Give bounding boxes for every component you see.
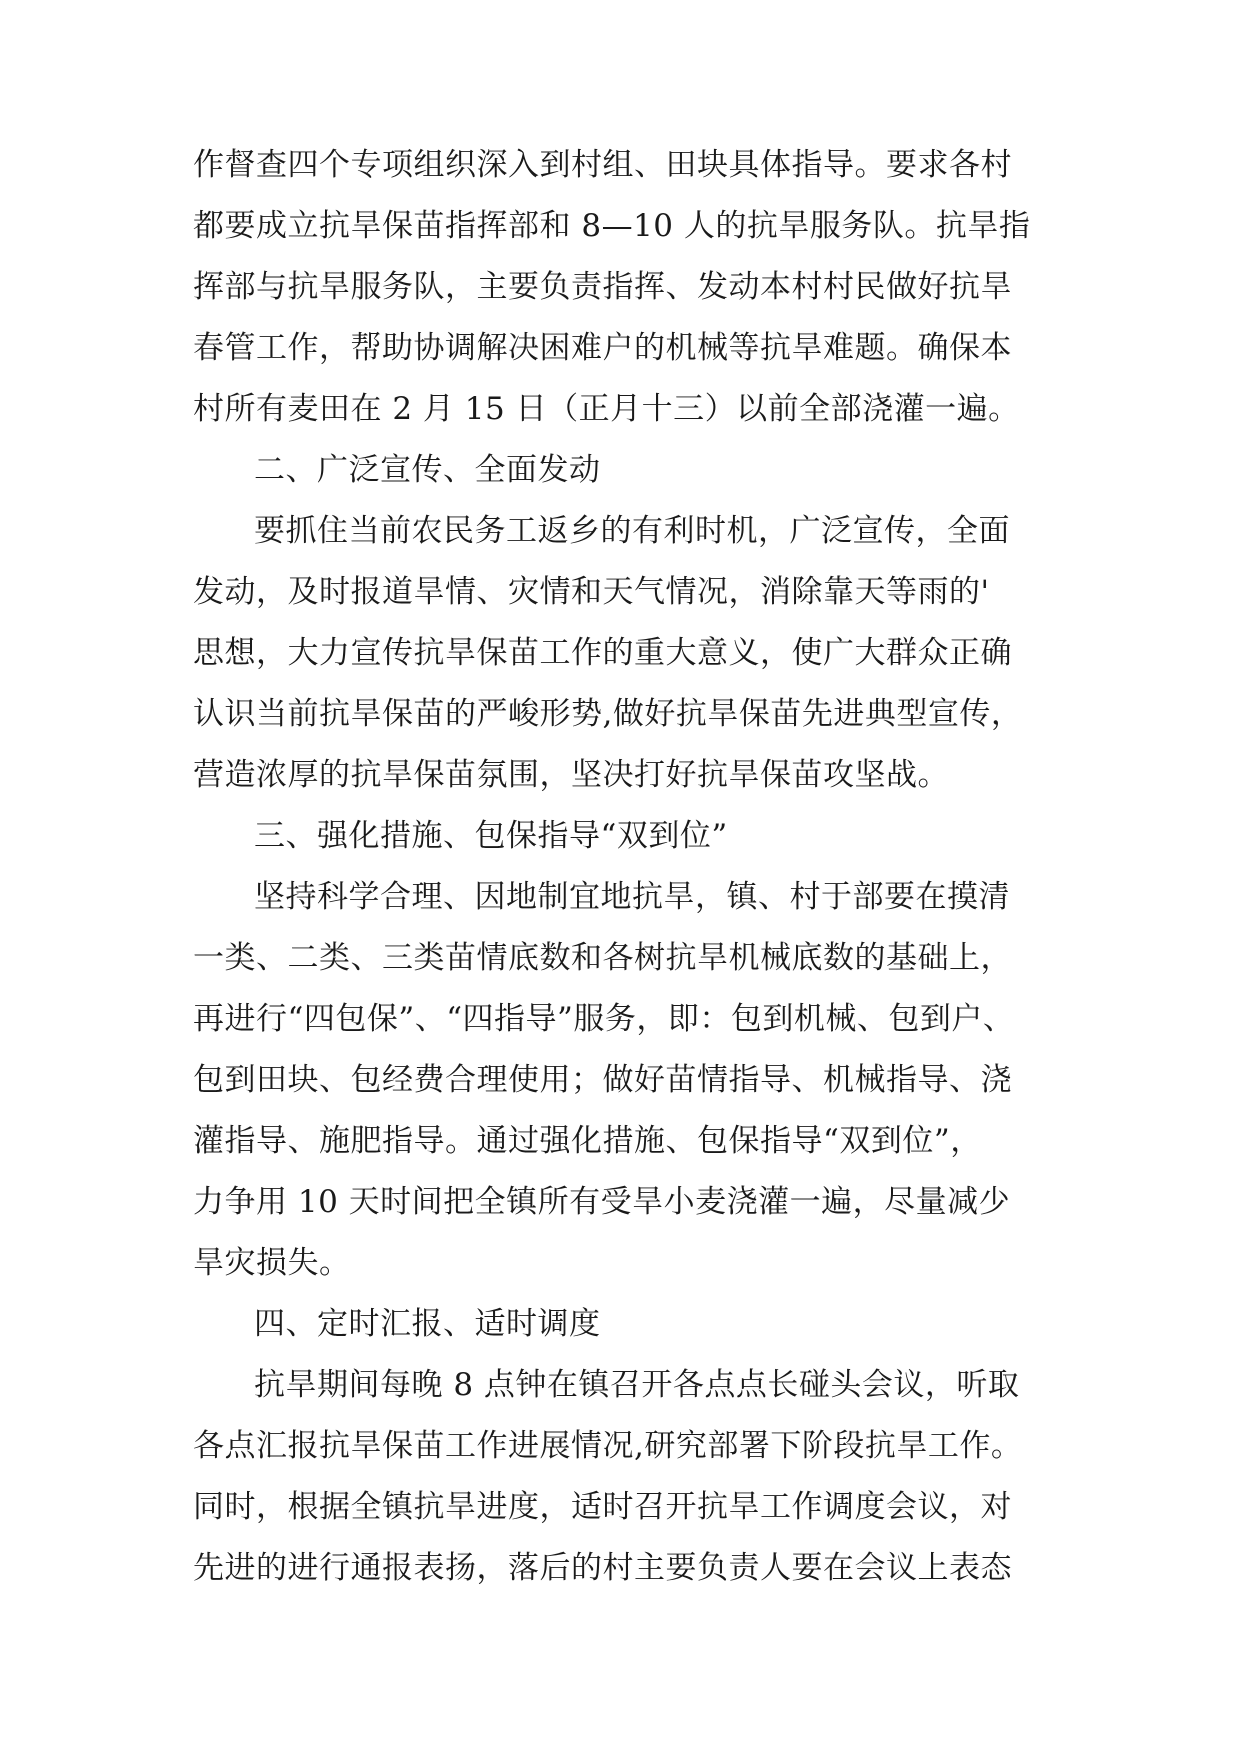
body-text-line: 力争用 10 天时间把全镇所有受旱小麦浇灌一遍，尽量减少 [193,1184,1011,1220]
body-text-line: 营造浓厚的抗旱保苗氛围，坚决打好抗旱保苗攻坚战。 [193,757,949,793]
body-text-line: 思想，大力宣传抗旱保苗工作的重大意义，使广大群众正确 [193,635,1012,671]
body-text-line: 挥部与抗旱服务队，主要负责指挥、发动本村村民做好抗旱 [193,269,1012,305]
section-heading: 四、定时汇报、适时调度 [254,1306,601,1342]
body-text-line: 春管工作，帮助协调解决困难户的机械等抗旱难题。确保本 [193,330,1012,366]
body-text-line: 村所有麦田在 2 月 15 日（正月十三）以前全部浇灌一遍。 [193,391,1020,427]
body-text-line: 再进行“四包保”、“四指导”服务，即：包到机械、包到户、 [193,1001,1015,1037]
body-text-line: 同时，根据全镇抗旱进度，适时召开抗旱工作调度会议，对 [193,1489,1012,1525]
body-text-line: 一类、二类、三类苗情底数和各树抗旱机械底数的基础上， [193,940,1012,976]
body-text-line: 坚持科学合理、因地制宜地抗旱，镇、村于部要在摸清 [254,879,1010,915]
section-heading: 二、广泛宣传、全面发动 [254,452,601,488]
section-heading: 三、强化措施、包保指导“双到位” [254,818,728,854]
body-text-line: 抗旱期间每晚 8 点钟在镇召开各点点长碰头会议，听取 [254,1367,1020,1403]
body-text-line: 先进的进行通报表扬，落后的村主要负责人要在会议上表态 [193,1550,1012,1586]
body-text-line: 认识当前抗旱保苗的严峻形势,做好抗旱保苗先进典型宣传， [193,696,1023,732]
body-text-line: 灌指导、施肥指导。通过强化措施、包保指导“双到位”， [193,1123,982,1159]
body-text-line: 都要成立抗旱保苗指挥部和 8—10 人的抗旱服务队。抗旱指 [193,208,1031,244]
body-text-line: 旱灾损失。 [193,1245,351,1281]
body-text-line: 各点汇报抗旱保苗工作进展情况,研究部署下阶段抗旱工作。 [193,1428,1023,1464]
body-text-line: 要抓住当前农民务工返乡的有利时机，广泛宣传，全面 [254,513,1010,549]
body-text-line: 发动，及时报道旱情、灾情和天气情况，消除靠天等雨的' [193,574,990,610]
body-text-line: 作督查四个专项组织深入到村组、田块具体指导。要求各村 [193,147,1012,183]
body-text-line: 包到田块、包经费合理使用；做好苗情指导、机械指导、浇 [193,1062,1012,1098]
